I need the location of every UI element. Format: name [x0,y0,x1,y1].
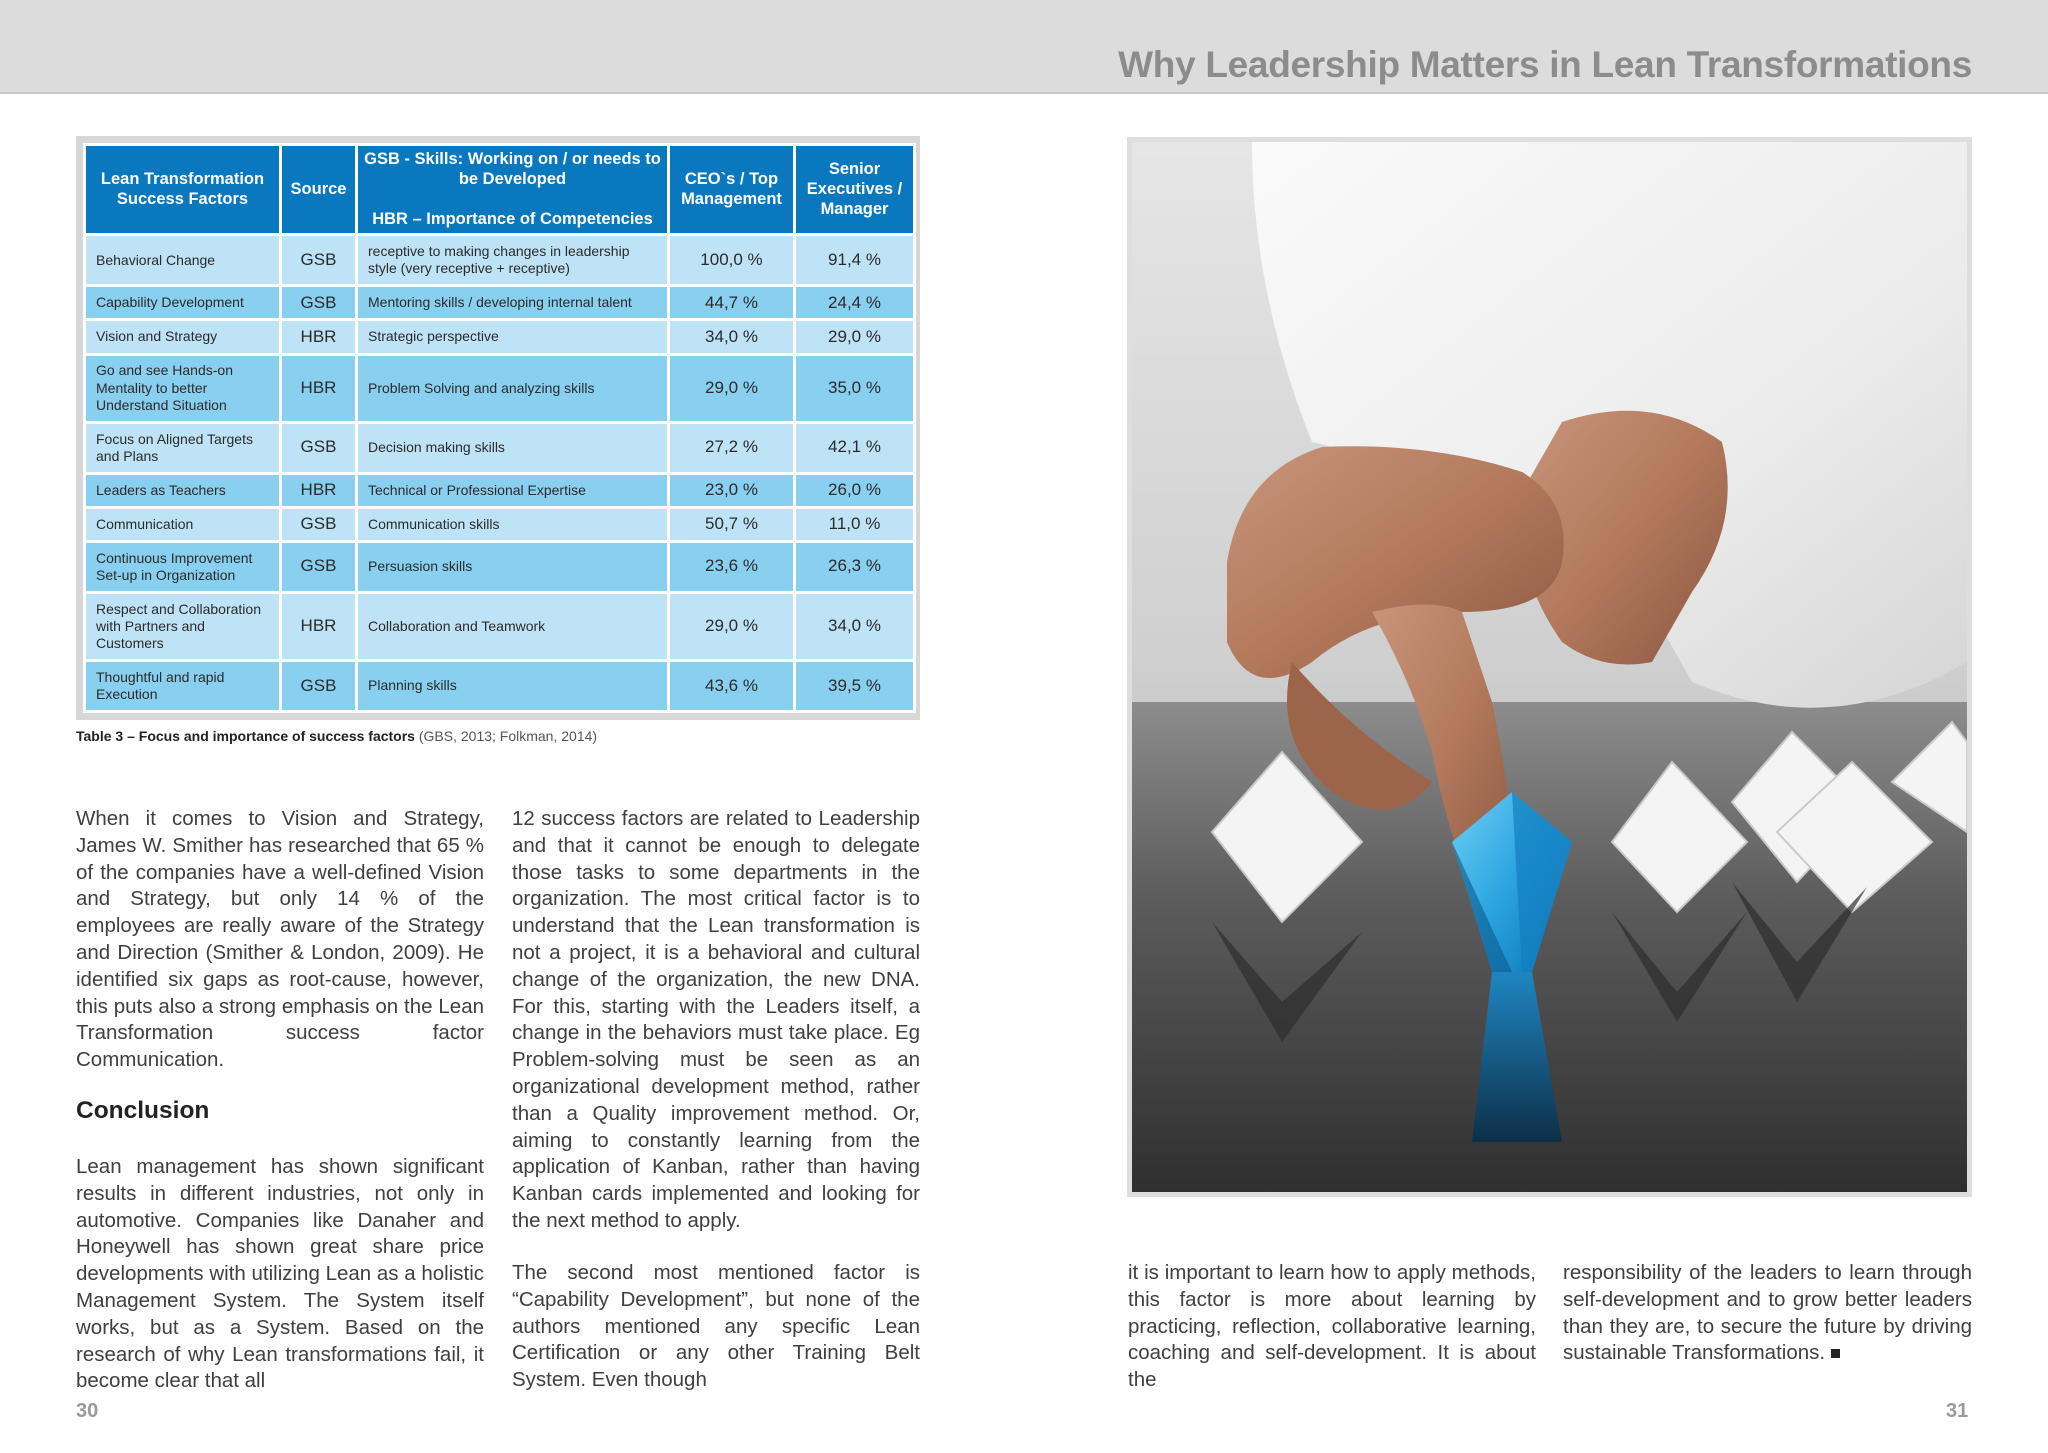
page-number-right: 31 [1946,1400,1969,1422]
cell-senior: 39,5 % [795,660,915,711]
cell-source: HBR [281,592,357,660]
cell-senior: 42,1 % [795,422,915,473]
cell-ceo: 29,0 % [669,354,795,422]
cell-factor: Behavioral Change [85,235,281,286]
cell-senior: 26,0 % [795,473,915,507]
cell-factor: Continuous Improvement Set-up in Organization [85,541,281,592]
cell-skill: Communication skills [357,507,669,541]
cell-skill: Persuasion skills [357,541,669,592]
paragraph: 12 success factors are related to Leadership and that it cannot be enough to delegate those tasks to some departments in the organization. The most critical factor is to understand that the Lean transformation is not a project, it is a behavioral and cultural change of the organization, the new DNA. For this, starting with the Leaders itself, a change in the behaviors must take place. Eg Problem-solving must be seen as an organizational development method, rather than a Quality improvement method. Or, aiming to constantly learning from the application of Kanban, rather than having Kanban cards implemented and looking for the next method to apply. [512,807,920,1232]
cell-source: GSB [281,235,357,286]
body-column-1 [76,806,484,1074]
table-row [85,541,915,592]
header-ceo: CEO`s / Top Management [669,145,795,235]
paragraph: Lean management has shown significant results in different industries, not only in automotive. Companies like Danaher and Honeywell has shown great share price developments with utilizing Lean as a holistic Management System. The System itself works, but as a System. Based on the research of why Lean transformations fail, it become clear that all [76,1155,484,1393]
cell-source: GSB [281,660,357,711]
header-source: Source [281,145,357,235]
cell-ceo: 43,6 % [669,660,795,711]
table-caption [76,728,597,744]
table-row [85,473,915,507]
table-row [85,354,915,422]
paragraph: When it comes to Vision and Strategy, James W. Smither has researched that 65 % of the companies have a well-defined Vision and Strategy, but only 14 % of the employees are really aware of the Strategy and Direction (Smither & London, 2009). He identified six gaps as root-cause, however, this puts also a strong emphasis on the Lean Transformation success factor Communication. [76,807,484,1072]
cell-source: GSB [281,541,357,592]
header-skills [357,145,669,235]
photo-frame [1127,137,1972,1197]
cell-source: GSB [281,422,357,473]
body-column-3 [1128,1260,1536,1394]
cell-senior: 26,3 % [795,541,915,592]
paragraph: it is important to learn how to apply methods, this factor is more about learning by practicing, reflection, collaborative learning, coaching and self-development. It is about the [1128,1261,1536,1392]
cell-ceo: 23,6 % [669,541,795,592]
header-skills-gsb: GSB - Skills: Working on / or needs to be Developed [364,150,661,188]
header-senior: Senior Executives / Manager [795,145,915,235]
success-factors-table [83,143,916,713]
cell-ceo: 27,2 % [669,422,795,473]
body-column-2 [512,806,920,1235]
paragraph [1563,1260,1972,1367]
cell-factor: Capability Development [85,286,281,320]
cell-source: GSB [281,507,357,541]
cell-skill: Collaboration and Teamwork [357,592,669,660]
body-column-4 [1563,1260,1972,1367]
body-column-1-conclusion [76,1154,484,1395]
cell-skill: Mentoring skills / developing internal talent [357,286,669,320]
table-row [85,507,915,541]
cell-skill: Problem Solving and analyzing skills [357,354,669,422]
cell-ceo: 100,0 % [669,235,795,286]
cell-ceo: 34,0 % [669,320,795,354]
table-row [85,235,915,286]
success-factors-table-frame [76,136,920,720]
cell-source: GSB [281,286,357,320]
cell-factor: Thoughtful and rapid Execution [85,660,281,711]
cell-factor: Respect and Collaboration with Partners and Customers [85,592,281,660]
cell-source: HBR [281,473,357,507]
table-row [85,422,915,473]
header-factor: Lean Transformation Success Factors [85,145,281,235]
cell-factor: Communication [85,507,281,541]
cell-ceo: 50,7 % [669,507,795,541]
cell-skill: Technical or Professional Expertise [357,473,669,507]
cell-skill: Strategic perspective [357,320,669,354]
cell-factor: Focus on Aligned Targets and Plans [85,422,281,473]
cell-factor: Leaders as Teachers [85,473,281,507]
cell-factor: Vision and Strategy [85,320,281,354]
cell-senior: 11,0 % [795,507,915,541]
table-caption-title: Table 3 – Focus and importance of success factors [76,728,415,744]
paragraph-text: responsibility of the leaders to learn through self-development and to grow better leaders than they are, to secure the future by driving sustainable Transformations. [1563,1261,1972,1365]
cell-source: HBR [281,354,357,422]
paragraph: The second most mentioned factor is “Capability Development”, but none of the authors mentioned any specific Lean Certification or any other Training Belt System. Even though [512,1261,920,1392]
cell-skill: receptive to making changes in leadership style (very receptive + receptive) [357,235,669,286]
table-row [85,592,915,660]
table-caption-source: (GBS, 2013; Folkman, 2014) [418,728,598,744]
cell-skill: Decision making skills [357,422,669,473]
cell-senior: 29,0 % [795,320,915,354]
section-heading-conclusion: Conclusion [76,1097,210,1124]
page-number-left: 30 [76,1400,99,1422]
paper-boats-photo [1132,142,1967,1192]
table-row [85,660,915,711]
table-row [85,286,915,320]
cell-ceo: 29,0 % [669,592,795,660]
cell-source: HBR [281,320,357,354]
running-header-title: Why Leadership Matters in Lean Transformations [1118,44,1972,85]
cell-senior: 24,4 % [795,286,915,320]
header-skills-hbr: HBR – Importance of Competencies [372,209,653,228]
cell-senior: 34,0 % [795,592,915,660]
cell-senior: 35,0 % [795,354,915,422]
cell-senior: 91,4 % [795,235,915,286]
end-of-article-mark [1831,1349,1840,1358]
cell-ceo: 44,7 % [669,286,795,320]
table-row [85,320,915,354]
cell-factor: Go and see Hands-on Mentality to better Understand Situation [85,354,281,422]
cell-ceo: 23,0 % [669,473,795,507]
cell-skill: Planning skills [357,660,669,711]
body-column-2-continued [512,1260,920,1394]
